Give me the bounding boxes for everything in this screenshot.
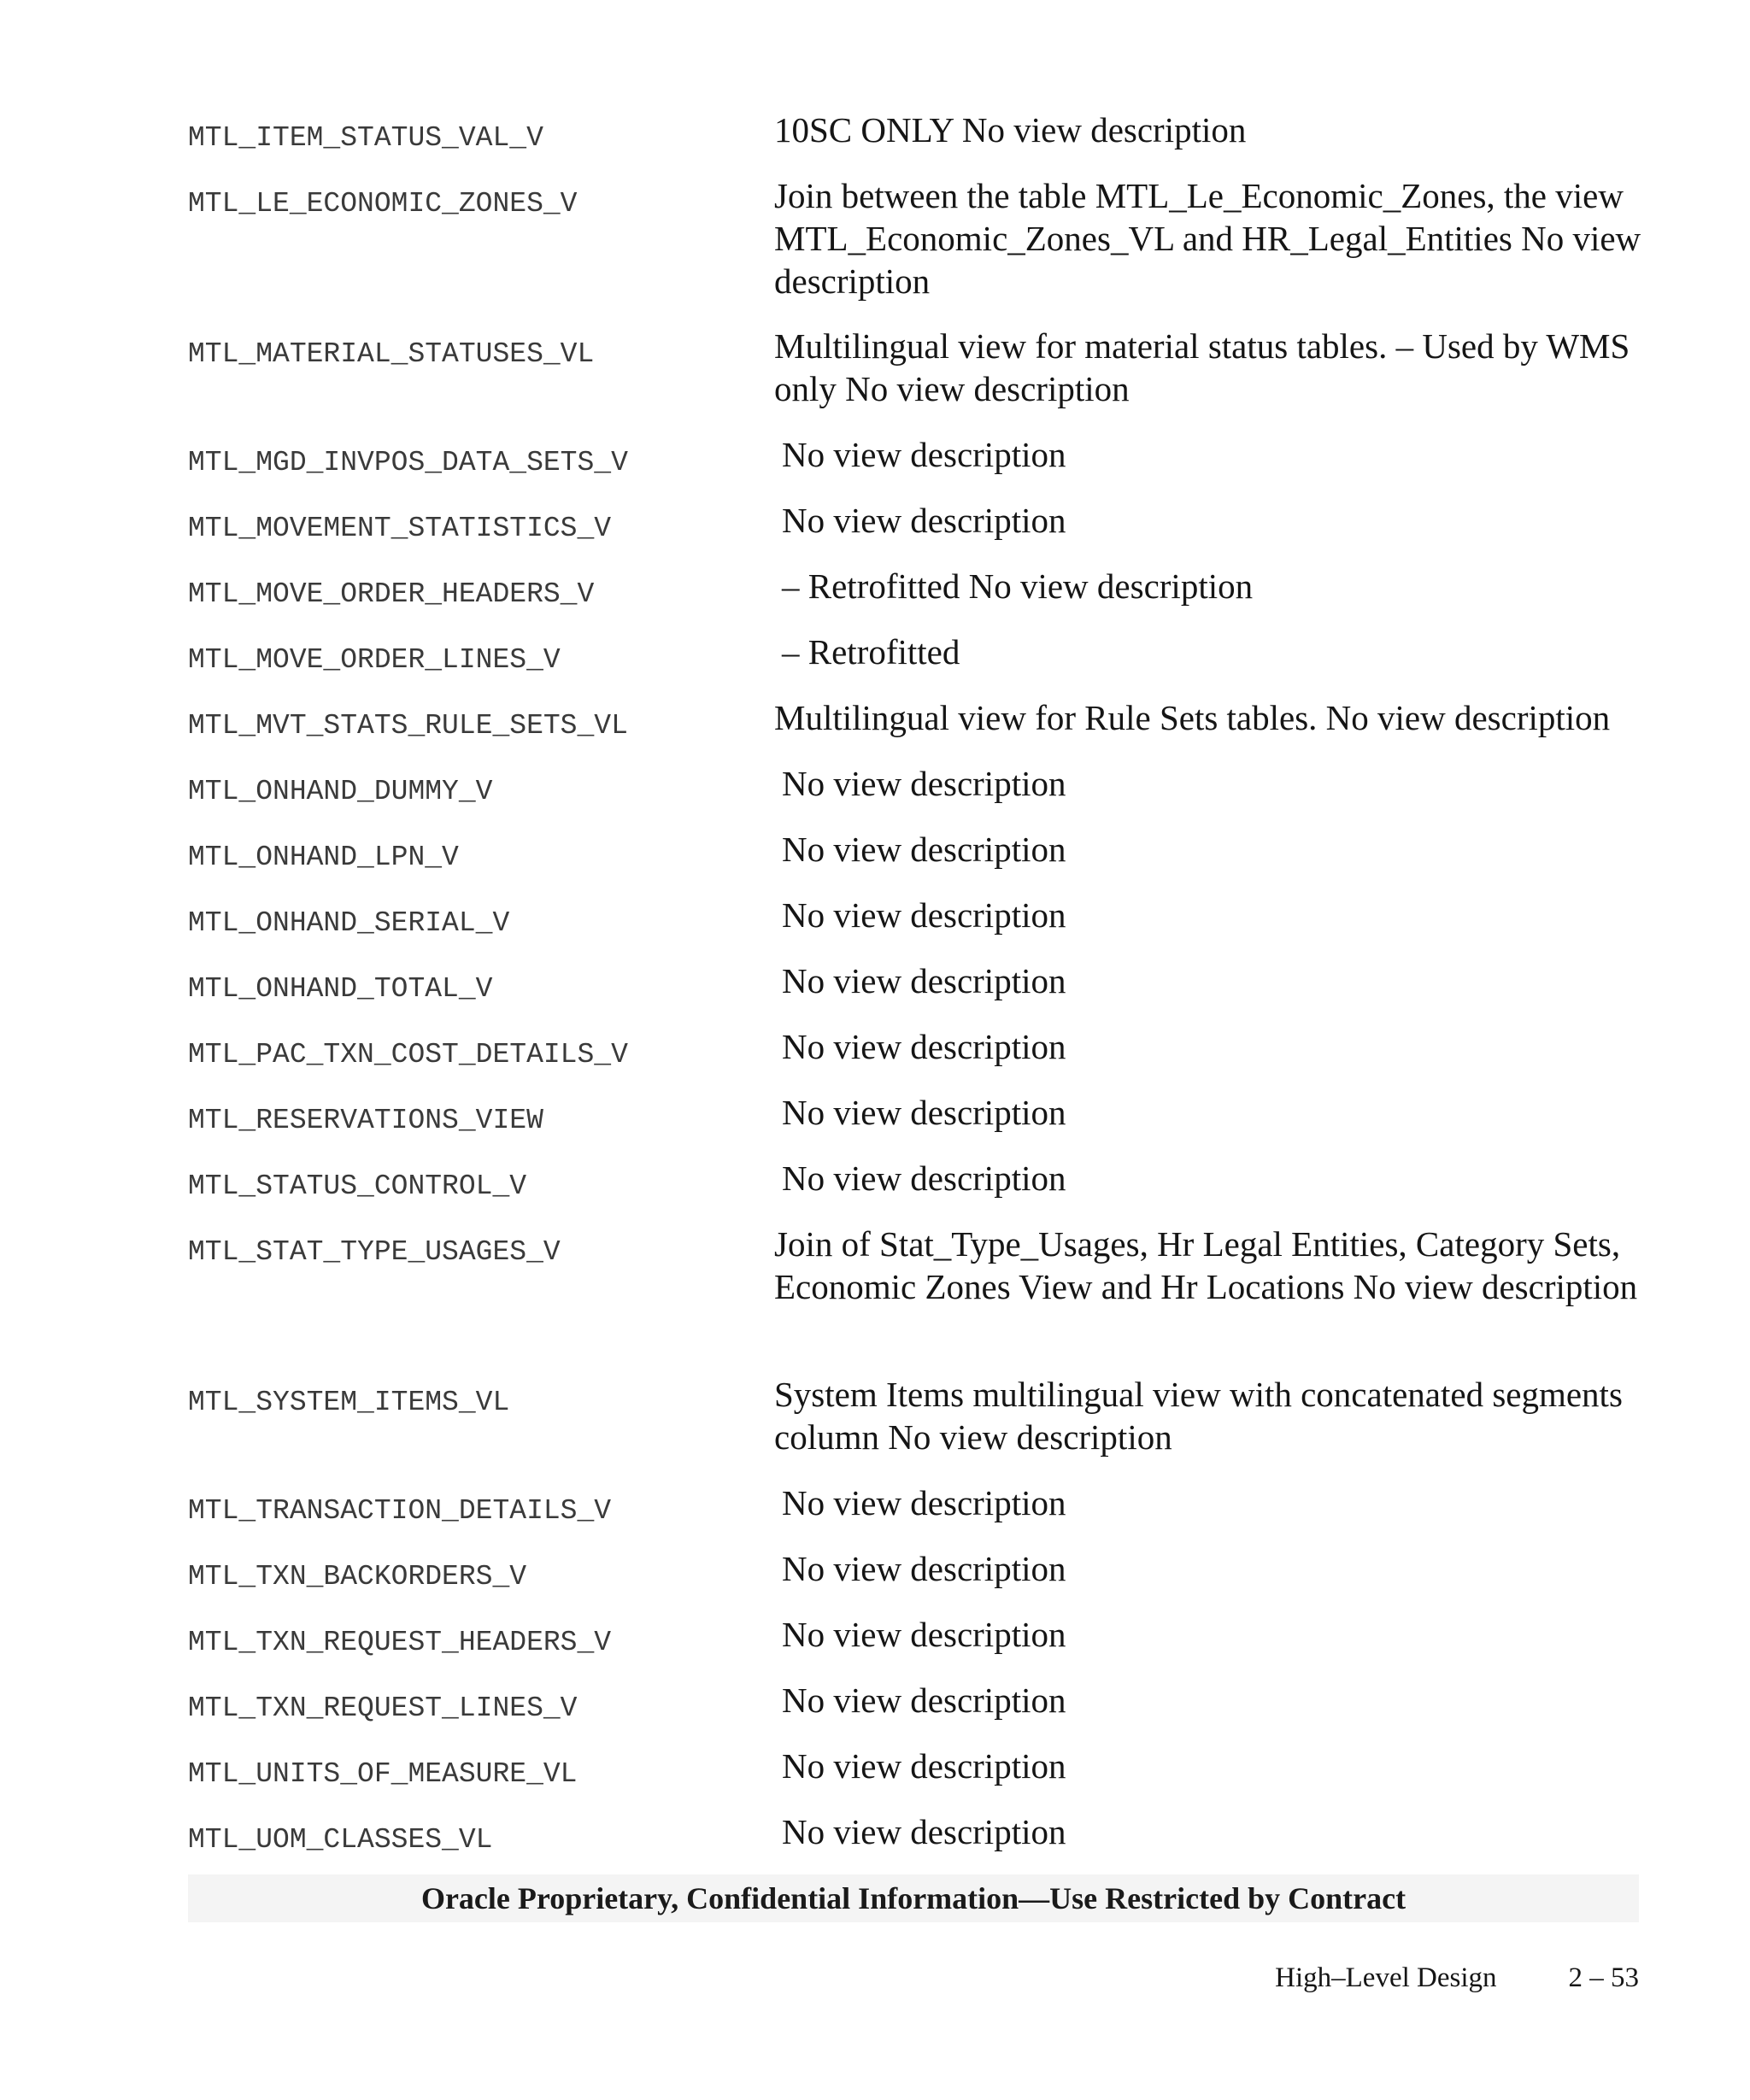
view-name: MTL_ONHAND_SERIAL_V [188,907,510,939]
view-name: MTL_ITEM_STATUS_VAL_V [188,122,543,154]
view-name: MTL_UNITS_OF_MEASURE_VL [188,1758,578,1790]
view-description: Join between the table MTL_Le_Economic_Zones, the view MTL_Economic_Zones_VL and HR_Legal_Entities No view description [774,176,1641,301]
footer-section-title: High–Level Design [1275,1962,1497,1993]
view-description: No view description [782,961,1066,1000]
view-description: No view description [782,1093,1066,1132]
view-name: MTL_ONHAND_TOTAL_V [188,973,493,1005]
view-name: MTL_SYSTEM_ITEMS_VL [188,1387,510,1418]
view-name: MTL_LE_ECONOMIC_ZONES_V [188,188,578,220]
view-name: MTL_MOVEMENT_STATISTICS_V [188,513,612,544]
view-name: MTL_MGD_INVPOS_DATA_SETS_V [188,447,628,478]
view-description: – Retrofitted [782,632,960,672]
view-description: System Items multilingual view with concatenated segments column No view description [774,1375,1623,1457]
view-description: Join of Stat_Type_Usages, Hr Legal Entities, Category Sets, Economic Zones View and Hr Locations No view description [774,1224,1638,1306]
view-name: MTL_PAC_TXN_COST_DETAILS_V [188,1039,628,1071]
view-name: MTL_TXN_BACKORDERS_V [188,1561,527,1593]
page-footer [1275,1962,1639,1994]
view-description: No view description [782,1615,1066,1654]
view-description: No view description [782,1681,1066,1720]
view-description: No view description [782,501,1066,540]
view-description: No view description [782,435,1066,474]
view-name: MTL_MOVE_ORDER_HEADERS_V [188,578,595,610]
view-name: MTL_RESERVATIONS_VIEW [188,1105,543,1136]
confidential-banner [188,1874,1639,1922]
view-name: MTL_STAT_TYPE_USAGES_V [188,1236,561,1268]
view-name: MTL_TXN_REQUEST_HEADERS_V [188,1627,612,1658]
view-description: No view description [782,830,1066,869]
view-name: MTL_STATUS_CONTROL_V [188,1170,527,1202]
view-description: Multilingual view for Rule Sets tables. No view description [774,698,1611,737]
view-description: No view description [782,1027,1066,1066]
view-description: No view description [782,1159,1066,1198]
view-name: MTL_UOM_CLASSES_VL [188,1824,493,1856]
view-name: MTL_ONHAND_LPN_V [188,842,459,873]
view-description: Multilingual view for material status tables. – Used by WMS only No view description [774,326,1630,408]
view-name: MTL_MATERIAL_STATUSES_VL [188,338,595,370]
view-name: MTL_TRANSACTION_DETAILS_V [188,1495,612,1527]
view-description: No view description [782,1746,1066,1786]
view-description: No view description [782,1812,1066,1851]
view-description: 10SC ONLY No view description [774,110,1247,150]
view-name: MTL_ONHAND_DUMMY_V [188,776,493,807]
view-description: No view description [782,764,1066,803]
view-name: MTL_MVT_STATS_RULE_SETS_VL [188,710,628,742]
view-name: MTL_MOVE_ORDER_LINES_V [188,644,561,676]
view-name: MTL_TXN_REQUEST_LINES_V [188,1692,578,1724]
confidential-notice: Oracle Proprietary, Confidential Information––Use Restricted by Contract [420,1881,1406,1915]
view-description: No view description [782,1549,1066,1588]
view-description: No view description [782,895,1066,935]
view-description: – Retrofitted No view description [782,566,1254,606]
page-number: 2 – 53 [1568,1962,1639,1993]
view-description: No view description [782,1483,1066,1522]
